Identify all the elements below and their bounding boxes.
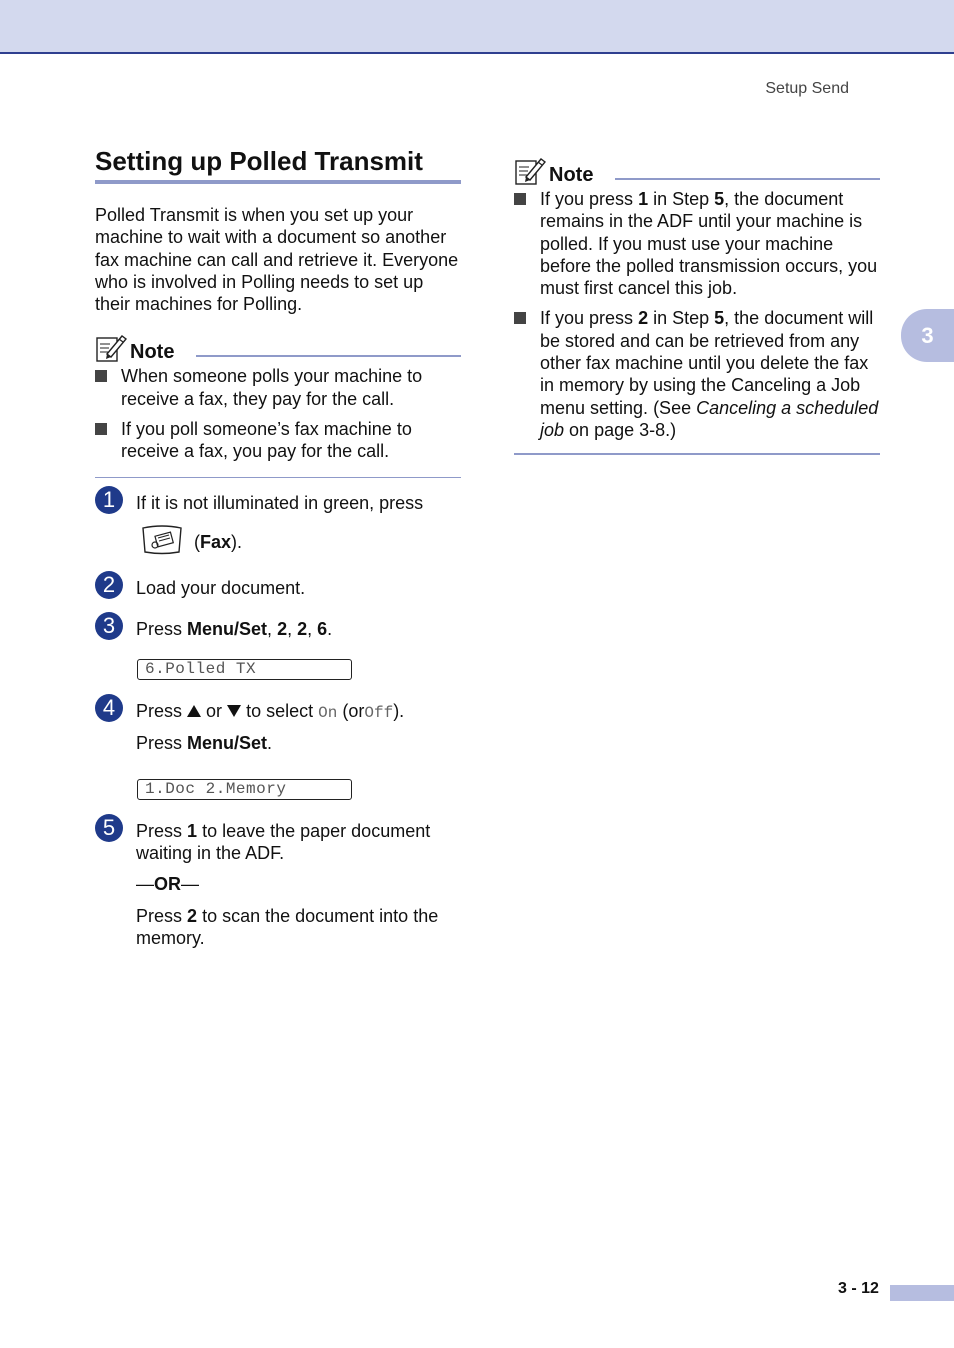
note-item: If you poll someone’s fax machine to receive a fax, you pay for the call.: [95, 418, 461, 463]
top-band: [0, 0, 954, 54]
intro-paragraph: Polled Transmit is when you set up your machine to wait with a document so another fax machine can call and retrieve it. Everyone who is involved in Polling needs to set up their machines for Polling.: [95, 205, 459, 315]
note-end-rule: [514, 449, 880, 455]
step-text: If it is not illuminated in green, press: [136, 493, 424, 513]
step-text: Press Menu/Set, 2, 2, 6.: [136, 619, 333, 639]
footer-bar: [890, 1285, 954, 1301]
running-header: Setup Send: [765, 80, 849, 97]
note-box-left: [95, 333, 461, 477]
note-title: Note: [130, 341, 175, 364]
step-number: 2: [95, 571, 123, 599]
fax-key-label: Fax: [200, 532, 232, 552]
square-bullet-icon: [95, 423, 107, 435]
fax-key-icon: [142, 525, 182, 560]
note-end-rule: [95, 471, 461, 478]
step-text: Load your document.: [136, 578, 306, 598]
square-bullet-icon: [95, 370, 107, 382]
step-number: 4: [95, 694, 123, 722]
down-arrow-icon: [227, 705, 241, 717]
step-text: Press 1 to leave the paper document waiting in the ADF.: [136, 821, 431, 864]
note-item: If you press 2 in Step 5, the document will be stored and can be retrieved from any other fax machine until you delete the fax in memory by using the Canceling a Job menu setting. (See Canceling a scheduled job on page 3-8.): [514, 307, 880, 441]
note-pencil-icon: [95, 333, 127, 363]
note-box-right: [514, 156, 880, 455]
up-arrow-icon: [187, 705, 201, 717]
square-bullet-icon: [514, 193, 526, 205]
lcd-display: 1.Doc 2.Memory: [137, 779, 352, 800]
step-number: 5: [95, 814, 123, 842]
square-bullet-icon: [514, 312, 526, 324]
step-number: 3: [95, 612, 123, 640]
note-item: If you press 1 in Step 5, the document remains in the ADF until your machine is polled. If you must use your machine before the polled transmission occurs, you must first cancel this job.: [514, 188, 880, 299]
note-item: When someone polls your machine to receive a fax, they pay for the call.: [95, 365, 461, 410]
lcd-display: 6.Polled TX: [137, 659, 352, 680]
step-number: 1: [95, 486, 123, 514]
step-text: Press or to select On (orOff).: [136, 701, 405, 722]
note-title: Note: [549, 164, 594, 186]
note-rule: [615, 178, 880, 180]
page-number: 3 - 12: [838, 1280, 879, 1297]
section-title: Setting up Polled Transmit: [95, 146, 461, 184]
left-column: [95, 146, 461, 478]
note-pencil-icon: [514, 156, 546, 186]
note-rule: [196, 355, 461, 357]
chapter-tab: 3: [901, 309, 954, 362]
